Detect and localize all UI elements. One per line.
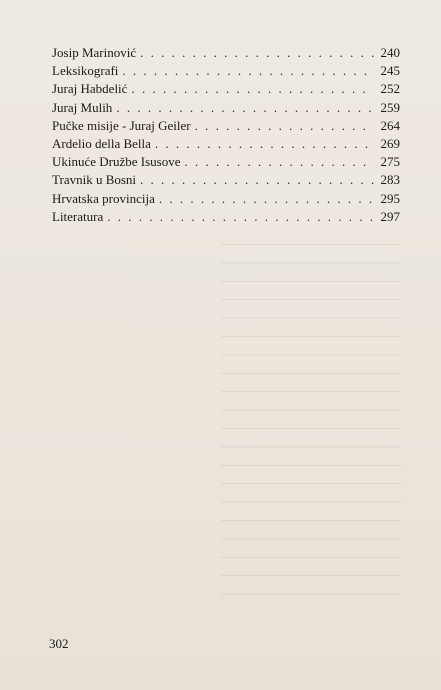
toc-entry-page: 269 xyxy=(380,135,400,151)
toc-entry-title: Ardelio della Bella xyxy=(52,135,151,151)
toc-entry-page: 295 xyxy=(380,190,400,206)
toc-entry-page: 259 xyxy=(380,99,400,115)
toc-entry xyxy=(52,117,400,135)
toc-entry-page: 297 xyxy=(380,208,400,224)
toc-entry-page: 275 xyxy=(380,154,400,170)
toc-entry xyxy=(52,99,400,117)
toc-leader-dots xyxy=(116,99,374,117)
toc-leader-dots xyxy=(122,62,374,80)
toc-entry xyxy=(52,44,400,62)
toc-entry-title: Leksikografi xyxy=(52,63,119,79)
toc-entry xyxy=(52,153,400,171)
page-number: 302 xyxy=(49,636,69,651)
show-through-texture xyxy=(221,230,401,610)
toc-leader-dots xyxy=(140,44,374,62)
toc-entry xyxy=(52,190,400,208)
toc-leader-dots xyxy=(159,190,374,208)
toc-entry-page: 283 xyxy=(380,172,400,188)
table-of-contents xyxy=(52,44,400,226)
toc-entry xyxy=(52,80,400,98)
toc-entry xyxy=(52,208,400,226)
toc-entry-title: Juraj Mulih xyxy=(52,99,113,115)
toc-entry xyxy=(52,62,400,80)
toc-leader-dots xyxy=(185,153,374,171)
toc-leader-dots xyxy=(131,80,374,98)
toc-leader-dots xyxy=(195,117,374,135)
toc-entry-title: Literatura xyxy=(52,208,104,224)
toc-entry-page: 240 xyxy=(380,45,400,60)
toc-leader-dots xyxy=(155,135,374,153)
toc-entry xyxy=(52,171,400,189)
toc-entry-title: Pučke misije - Juraj Geiler xyxy=(52,117,191,133)
toc-entry-page: 252 xyxy=(380,81,400,97)
toc-entry-title: Hrvatska provincija xyxy=(52,190,155,206)
toc-entry-title: Ukinuće Družbe Isusove xyxy=(52,154,181,170)
toc-leader-dots xyxy=(107,208,374,226)
toc-entry-page: 245 xyxy=(380,63,400,79)
toc-entry-title: Travnik u Bosni xyxy=(52,172,137,188)
toc-entry-title: Juraj Habdelić xyxy=(52,81,128,97)
toc-entry xyxy=(52,135,400,153)
toc-entry-title: Josip Marinović xyxy=(52,45,137,60)
toc-leader-dots xyxy=(140,171,374,189)
toc-entry-page: 264 xyxy=(380,117,400,133)
